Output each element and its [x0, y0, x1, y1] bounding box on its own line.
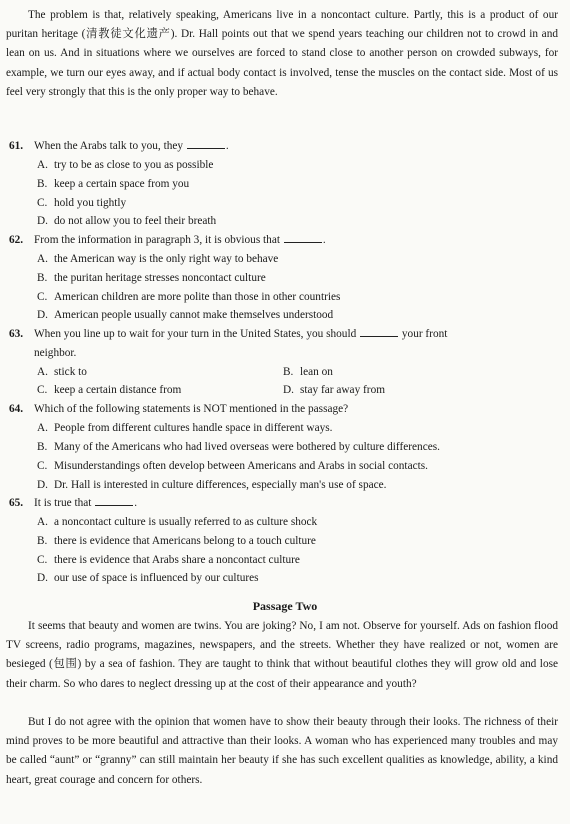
option-62-d — [37, 306, 333, 325]
option-text: the puritan heritage stresses noncontact culture — [54, 272, 266, 284]
option-text: keep a certain distance from — [54, 384, 182, 396]
option-letter: C. — [37, 197, 48, 209]
option-63-c — [37, 381, 181, 400]
question-stem: It is true that — [34, 497, 92, 509]
passage-two-paragraph-2: But I do not agree with the opinion that women have to show their beauty through their looks. The richness of their mind proves to be more beautiful and attractive than their looks. A woman who has experienced many troubles and may be called “aunt” or “granny” can still maintain her beauty if she has such excellent qualities as knowledge, ability, a kind heart, great courage and concern for others. — [6, 716, 558, 786]
question-stem-end: . — [225, 140, 229, 152]
option-64-d — [37, 476, 386, 495]
option-65-b — [37, 532, 316, 551]
option-letter: B. — [37, 441, 48, 453]
option-letter: D. — [37, 215, 48, 227]
question-65 — [9, 494, 557, 513]
option-letter: B. — [37, 272, 48, 284]
option-65-c — [37, 551, 300, 570]
option-letter: C. — [37, 384, 48, 396]
passage-two-heading: Passage Two — [252, 599, 318, 613]
option-text: stick to — [54, 366, 87, 378]
option-text: keep a certain space from you — [54, 178, 190, 190]
answer-blank — [284, 232, 322, 243]
option-letter: A. — [37, 366, 48, 378]
question-stem: From the information in paragraph 3, it is obvious that — [34, 234, 280, 246]
option-letter: D. — [37, 572, 48, 584]
option-letter: D. — [37, 479, 48, 491]
option-text: there is evidence that Arabs share a noncontact culture — [54, 554, 300, 566]
option-text: People from different cultures handle space in different ways. — [54, 422, 333, 434]
option-text: stay far away from — [300, 384, 386, 396]
option-letter: C. — [37, 291, 48, 303]
option-text: our use of space is influenced by our cultures — [54, 572, 259, 584]
answer-blank — [360, 326, 398, 337]
option-text: there is evidence that Americans belong to a touch culture — [54, 535, 316, 547]
option-61-a — [37, 156, 213, 175]
question-stem-end: . — [134, 497, 138, 509]
option-letter: B. — [283, 366, 294, 378]
question-number: 65. — [9, 497, 24, 509]
question-number: 61. — [9, 140, 24, 152]
option-text: Many of the Americans who had lived overseas were bothered by culture differences. — [54, 441, 440, 453]
option-text: Dr. Hall is interested in culture differences, especially man's use of space. — [54, 479, 387, 491]
option-text: the American way is the only right way to behave — [54, 253, 279, 265]
question-number: 63. — [9, 328, 24, 340]
option-letter: B. — [37, 178, 48, 190]
option-text: hold you tightly — [54, 197, 127, 209]
question-63 — [9, 325, 557, 344]
option-letter: C. — [37, 554, 48, 566]
option-65-a — [37, 513, 317, 532]
option-letter: D. — [283, 384, 294, 396]
option-61-c — [37, 194, 126, 213]
question-stem: Which of the following statements is NOT mentioned in the passage? — [34, 403, 349, 415]
answer-blank — [187, 138, 225, 149]
option-letter: A. — [37, 159, 48, 171]
option-text: lean on — [300, 366, 333, 378]
option-63-b — [283, 363, 333, 382]
option-61-d — [37, 212, 216, 231]
option-letter: A. — [37, 422, 48, 434]
option-letter: A. — [37, 253, 48, 265]
passage-one-paragraph: The problem is that, relatively speaking, Americans live in a noncontact culture. Partly, this is a product of our puritan heritage (清教徒文化遗产). Dr. Hall points out that we spend years teaching our children not to crowd in and lean on us. And in situations where we ourselves are forced to stand close to another person on crowded subways, for example, we turn our eyes away, and if actual body contact is involved, tense the muscles on the contact side. Most of us feel very strongly that this is the only proper way to behave. — [6, 9, 558, 98]
option-letter: C. — [37, 460, 48, 472]
question-number: 64. — [9, 403, 24, 415]
option-65-d — [37, 569, 259, 588]
question-stem: When the Arabs talk to you, they — [34, 140, 184, 152]
option-text: American people usually cannot make themselves understood — [54, 309, 334, 321]
passage-two-paragraph-1: It seems that beauty and women are twins. You are joking? No, I am not. Observe for yourself. Ads on fashion flood TV screens, radio programs, magazines, newspapers, and the streets. Whether they have realized or not, women are besieged (包围) by a sea of fashion. They are taught to think that without beautiful clothes they will grow old and lose their charm. So who dares to neglect dressing up at the cost of their appearance and youth? — [6, 620, 558, 690]
option-63-a — [37, 363, 87, 382]
question-stem-end: . — [322, 234, 326, 246]
option-text: try to be as close to you as possible — [54, 159, 214, 171]
question-64 — [9, 400, 557, 419]
question-stem-end: your front — [401, 328, 448, 340]
question-63-continuation: neighbor. — [34, 347, 77, 359]
option-62-b — [37, 269, 266, 288]
question-number: 62. — [9, 234, 24, 246]
option-letter: B. — [37, 535, 48, 547]
question-61 — [9, 137, 557, 156]
option-62-c — [37, 288, 340, 307]
option-64-b — [37, 438, 440, 457]
option-64-c — [37, 457, 428, 476]
question-62 — [9, 231, 557, 250]
option-text: a noncontact culture is usually referred to as culture shock — [54, 516, 318, 528]
option-letter: D. — [37, 309, 48, 321]
option-text: do not allow you to feel their breath — [54, 215, 217, 227]
option-letter: A. — [37, 516, 48, 528]
option-62-a — [37, 250, 278, 269]
answer-blank — [95, 495, 133, 506]
option-63-d — [283, 381, 385, 400]
question-stem: When you line up to wait for your turn in the United States, you should — [34, 328, 357, 340]
option-text: American children are more polite than those in other countries — [54, 291, 341, 303]
option-61-b — [37, 175, 189, 194]
option-64-a — [37, 419, 332, 438]
option-text: Misunderstandings often develop between Americans and Arabs in social contacts. — [54, 460, 428, 472]
